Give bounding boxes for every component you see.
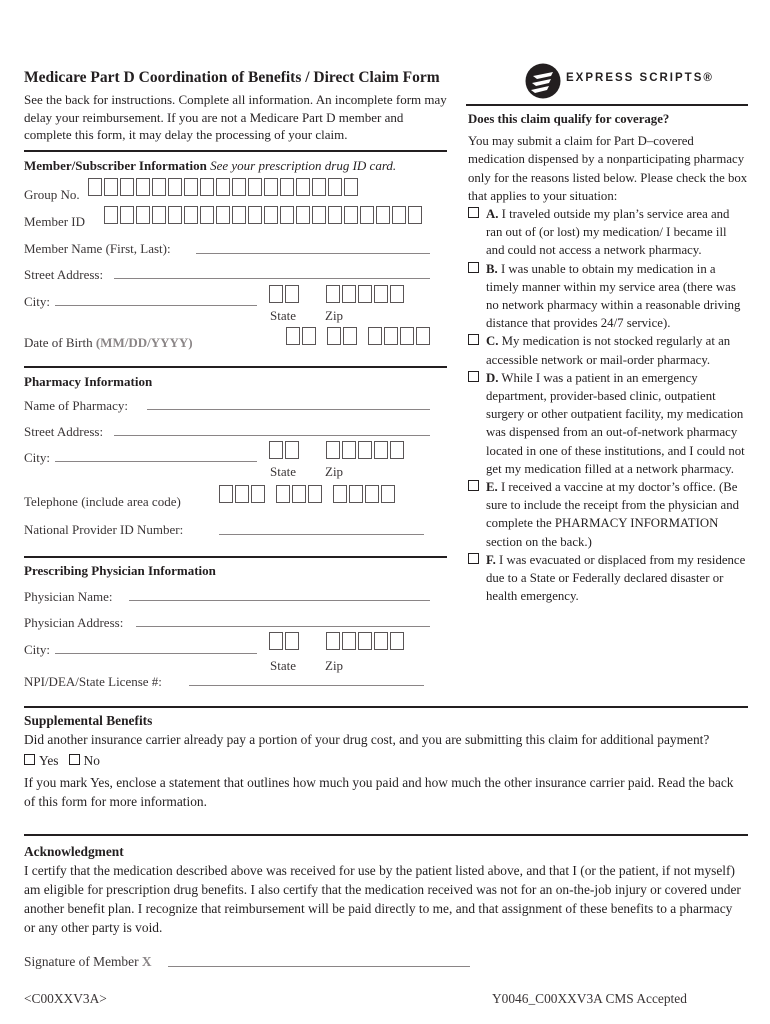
member-city-label: City: (24, 294, 51, 309)
brand-name: EXPRESS SCRIPTS® (566, 72, 714, 84)
form-code-left: <C00XXV3A> (24, 991, 107, 1006)
signature-field[interactable] (168, 966, 470, 967)
yes-checkbox[interactable] (24, 754, 35, 765)
supplemental-choices (24, 751, 744, 770)
group-no-field[interactable] (88, 178, 360, 196)
acknowledgment-text: I certify that the medication described above was received for use by the patient listed above, and that I (or the patient, if not myself) am eligible for prescription drug benefits. I also certify that the medication received was not for an on-the-job injury or covered under another benefit plan. I recognize that reimbursement will be paid directly to me, and that assignment of these benefits to a pharmacy or any other party is void. (24, 863, 741, 935)
physician-city-field[interactable] (55, 653, 257, 654)
physician-address-field[interactable] (136, 626, 430, 627)
telephone-field[interactable] (219, 485, 397, 503)
pharmacy-street-field[interactable] (114, 435, 430, 436)
pharmacy-street-label: Street Address: (24, 424, 104, 439)
divider (24, 706, 748, 708)
no-label: No (83, 753, 100, 768)
coverage-option-f[interactable]: F. I was evacuated or displaced from my residence due to a State or Federally declared disaster or health emergency. (468, 551, 748, 606)
member-zip-label: Zip (325, 308, 344, 323)
physician-state-label: State (270, 658, 296, 673)
divider (24, 366, 447, 368)
pharmacy-city-label: City: (24, 450, 51, 465)
supplemental-question: Did another insurance carrier already pay a portion of your drug cost, and you are submitting this claim for additional payment? (24, 732, 710, 747)
yes-label: Yes (39, 753, 59, 768)
pharmacy-city-field[interactable] (55, 461, 257, 462)
member-street-label: Street Address: (24, 267, 104, 282)
coverage-option-e[interactable]: E. I received a vaccine at my doctor’s office. (Be sure to include the receipt from the physician and complete the PHARMACY INFORMATION section on the back.) (468, 478, 748, 551)
checkbox[interactable] (468, 553, 479, 564)
member-state-field[interactable] (269, 285, 301, 303)
member-street-field[interactable] (114, 278, 430, 279)
divider (466, 104, 748, 106)
member-city-field[interactable] (55, 305, 257, 306)
physician-name-label: Physician Name: (24, 589, 113, 604)
physician-state-field[interactable] (269, 632, 301, 650)
checkbox[interactable] (468, 371, 479, 382)
pharmacy-zip-field[interactable] (326, 441, 406, 459)
pharmacy-zip-label: Zip (325, 464, 344, 479)
signature-label: Signature of Member X (24, 954, 152, 969)
acknowledgment-section (24, 842, 744, 937)
group-no-label: Group No. (24, 187, 80, 202)
divider (24, 150, 447, 152)
checkbox[interactable] (468, 262, 479, 273)
coverage-option-d[interactable]: D. While I was a patient in an emergency department, provider-based clinic, outpatient surgery or other outpatient facility, my medication was dispensed from an out-of-network pharmacy located in one of these institutions, and I could not get my medication filled at a network pharmacy. (468, 369, 748, 478)
physician-zip-field[interactable] (326, 632, 406, 650)
supplemental-heading: Supplemental Benefits (24, 713, 153, 728)
pharmacy-name-label: Name of Pharmacy: (24, 398, 128, 413)
telephone-label: Telephone (include area code) (24, 494, 181, 509)
coverage-question: Does this claim qualify for coverage? (468, 112, 670, 126)
dob-label: Date of Birth (MM/DD/YYYY) (24, 335, 193, 350)
divider (24, 834, 748, 836)
no-checkbox[interactable] (69, 754, 80, 765)
pharmacy-section-heading: Pharmacy Information (24, 374, 153, 389)
member-section-heading: Member/Subscriber Information See your prescription drug ID card. (24, 158, 397, 173)
member-name-label: Member Name (First, Last): (24, 241, 171, 256)
npi-field[interactable] (219, 534, 424, 535)
coverage-option-b[interactable]: B. I was unable to obtain my medication in a timely manner within my service area (there was no network pharmacy within a reasonable driving distance that provides 24/7 service). (468, 260, 748, 333)
express-scripts-logo-icon (524, 62, 562, 105)
form-title: Medicare Part D Coordination of Benefits / Direct Claim Form (24, 69, 440, 86)
physician-city-label: City: (24, 642, 51, 657)
divider (24, 556, 447, 558)
coverage-section (468, 110, 748, 605)
supplemental-section (24, 711, 744, 811)
physician-name-field[interactable] (129, 600, 430, 601)
member-name-field[interactable] (196, 253, 430, 254)
coverage-option-c[interactable]: C. My medication is not stocked regularly at an accessible network or mail-order pharmacy. (468, 332, 748, 368)
member-id-label: Member ID (24, 214, 86, 229)
pharmacy-state-field[interactable] (269, 441, 301, 459)
physician-zip-label: Zip (325, 658, 344, 673)
checkbox[interactable] (468, 480, 479, 491)
pharmacy-name-field[interactable] (147, 409, 430, 410)
acknowledgment-heading: Acknowledgment (24, 844, 124, 859)
license-label: NPI/DEA/State License #: (24, 674, 162, 689)
checkbox[interactable] (468, 207, 479, 218)
intro-text: See the back for instructions. Complete all information. An incomplete form may delay your reimbursement. If you are not a Medicare Part D member and complete this form, it may delay the processing of your claim. (24, 92, 447, 142)
npi-label: National Provider ID Number: (24, 522, 184, 537)
physician-section-heading: Prescribing Physician Information (24, 563, 216, 578)
pharmacy-state-label: State (270, 464, 296, 479)
form-code-right: Y0046_C00XXV3A CMS Accepted (492, 991, 687, 1006)
supplemental-note: If you mark Yes, enclose a statement that outlines how much you paid and how much the other insurance carrier paid. Read the back of this form for more information. (24, 775, 734, 809)
license-field[interactable] (189, 685, 424, 686)
checkbox[interactable] (468, 334, 479, 345)
physician-address-label: Physician Address: (24, 615, 124, 630)
coverage-intro: You may submit a claim for Part D–covered medication dispensed by a nonparticipating pharmacy only for the reasons listed below. Please check the box that applies to your situation: (468, 134, 748, 203)
member-zip-field[interactable] (326, 285, 406, 303)
member-id-field[interactable] (104, 206, 424, 224)
dob-field[interactable] (286, 327, 432, 345)
member-state-label: State (270, 308, 296, 323)
coverage-option-a[interactable]: A. I traveled outside my plan’s service area and ran out of (or lost) my medication/ I became ill and could not access a network pharmacy. (468, 205, 748, 260)
